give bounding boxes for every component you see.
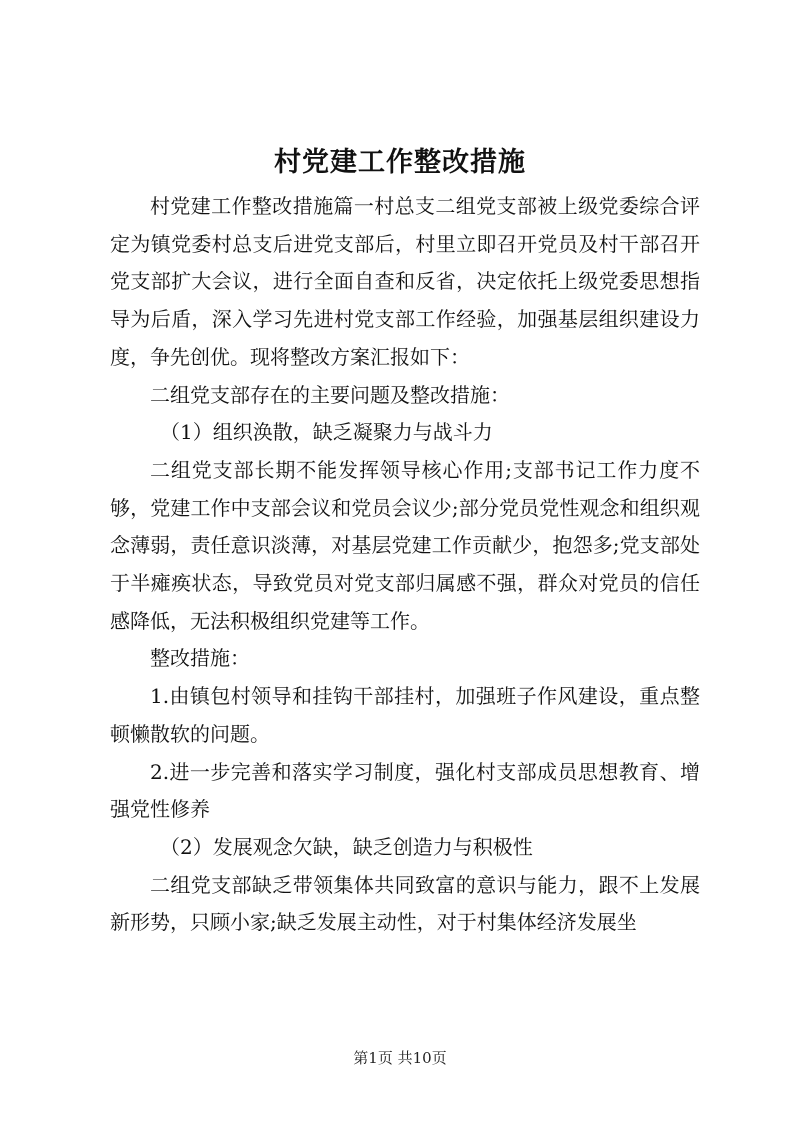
paragraph-intro: 村党建工作整改措施篇一村总支二组党支部被上级党委综合评定为镇党委村总支后进党支部后，村里立即召开党员及村干部召开党支部扩大会议，进行全面自查和反省，决定依托上级党委思想指导为后盾，深入学习先进村党支部工作经验，加强基层组织建设力度，争先创优。现将整改方案汇报如下： <box>110 194 700 369</box>
document-title: 村党建工作整改措施 <box>274 147 526 178</box>
paragraph-issue-2-heading: （2）发展观念欠缺，缺乏创造力与积极性 <box>160 834 533 859</box>
paragraph-measure-2: 2.进一步完善和落实学习制度，强化村支部成员思想教育、增强党性修养 <box>110 759 700 822</box>
document-body <box>110 188 700 942</box>
paragraph-measures-heading: 整改措施： <box>150 646 250 671</box>
page-footer: 第1页 共10页 <box>353 1049 447 1067</box>
paragraph-issue-2-body: 二组党支部缺乏带领集体共同致富的意识与能力，跟不上发展新形势，只顾小家;缺乏发展主动性，对于村集体经济发展坐 <box>110 872 700 935</box>
paragraph-issue-1-heading: （1）组织涣散，缺乏凝聚力与战斗力 <box>160 420 493 445</box>
paragraph-measure-1: 1.由镇包村领导和挂钩干部挂村，加强班子作风建设，重点整顿懒散软的问题。 <box>110 684 700 746</box>
paragraph-issue-1-body: 二组党支部长期不能发挥领导核心作用;支部书记工作力度不够，党建工作中支部会议和党员会议少;部分党员党性观念和组织观念薄弱，责任意识淡薄，对基层党建工作贡献少，抱怨多;党支部处于半瘫痪状态，导致党员对党支部归属感不强，群众对党员的信任感降低，无法积极组织党建等工作。 <box>110 457 700 633</box>
paragraph-problems-heading: 二组党支部存在的主要问题及整改措施： <box>150 382 510 407</box>
